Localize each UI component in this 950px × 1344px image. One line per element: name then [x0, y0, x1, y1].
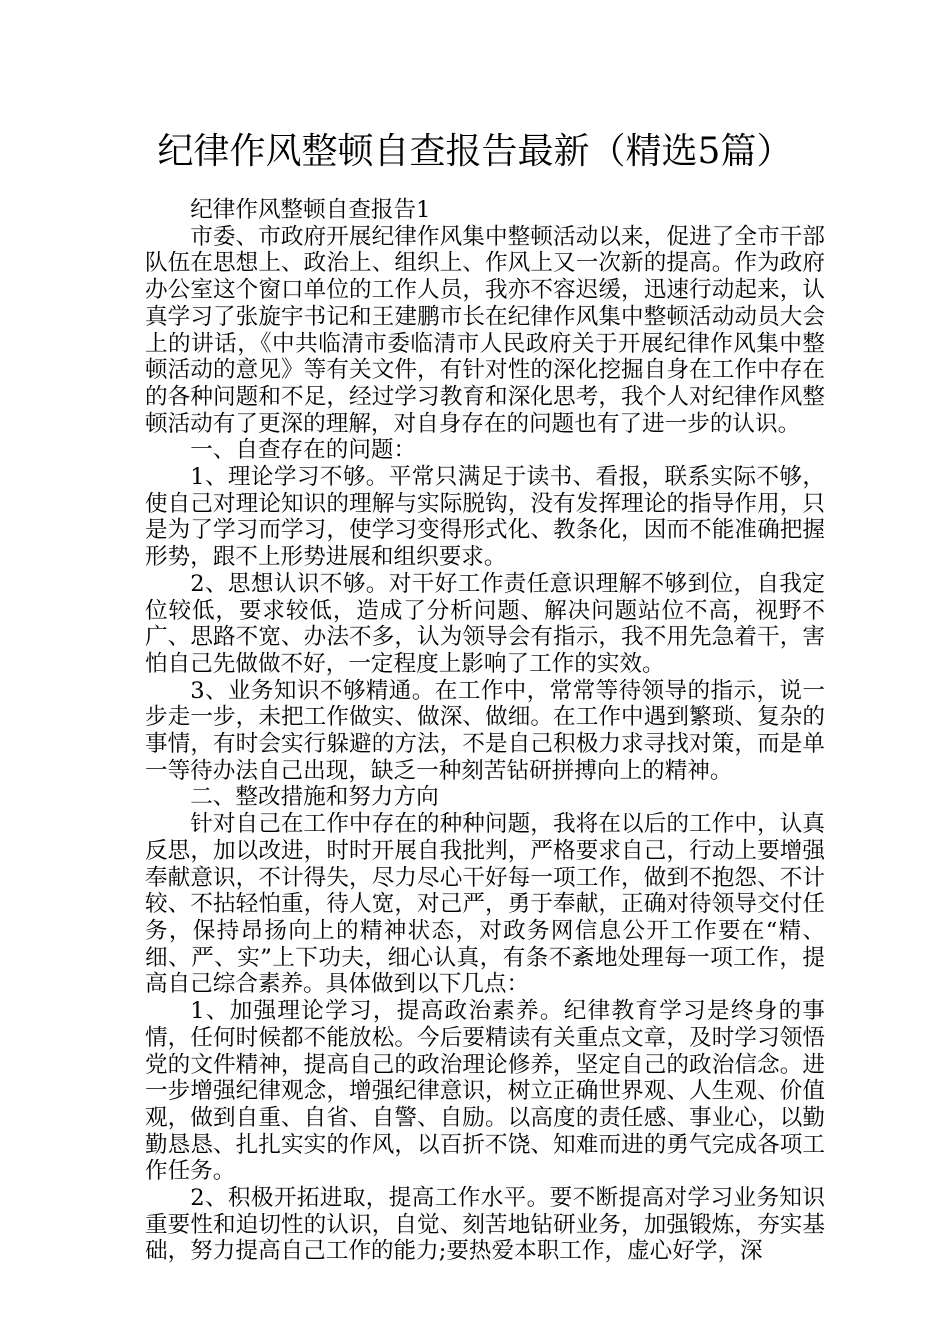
- document-body: [145, 197, 825, 1265]
- paragraph: 2、思想认识不够。对干好工作责任意识理解不够到位，自我定位较低，要求较低，造成了分析问题、解决问题站位不高，视野不广、思路不宽、办法不多，认为领导会有指示，我不用先急着干，害怕自己先做做不好，一定程度上影响了工作的实效。: [145, 570, 825, 677]
- paragraph: 1、理论学习不够。平常只满足于读书、看报，联系实际不够，使自己对理论知识的理解与实际脱钩，没有发挥理论的指导作用，只是为了学习而学习，使学习变得形式化、教条化，因而不能准确把握形势，跟不上形势进展和组织要求。: [145, 464, 825, 571]
- report-subtitle: 纪律作风整顿自查报告1: [190, 197, 431, 223]
- paragraph: 3、业务知识不够精通。在工作中，常常等待领导的指示，说一步走一步，未把工作做实、做深、做细。在工作中遇到繁琐、复杂的事情，有时会实行躲避的方法，不是自己积极力求寻找对策，而是单一等待办法自己出现，缺乏一种刻苦钻研拼搏向上的精神。: [145, 677, 825, 784]
- paragraph: 市委、市政府开展纪律作风集中整顿活动以来，促进了全市干部队伍在思想上、政治上、组织上、作风上又一次新的提高。作为政府办公室这个窗口单位的工作人员，我亦不容迟缓，迅速行动起来，认真学习了张旋宇书记和王建鹏市长在纪律作风集中整顿活动动员大会上的讲话，《中共临清市委临清市人民政府关于开展纪律作风集中整顿活动的意见》等有关文件，有针对性的深化挖掘自身在工作中存在的各种问题和不足，经过学习教育和深化思考，我个人对纪律作风整顿活动有了更深的理解，对自身存在的问题也有了进一步的认识。: [145, 223, 825, 437]
- paragraph: 1、加强理论学习，提高政治素养。纪律教育学习是终身的事情，任何时候都不能放松。今后要精读有关重点文章，及时学习领悟党的文件精神，提高自己的政治理论修养，坚定自己的政治信念。进一步增强纪律观念，增强纪律意识，树立正确世界观、人生观、价值观，做到自重、自省、自警、自励。以高度的责任感、事业心，以勤勤恳恳、扎扎实实的作风，以百折不饶、知难而进的勇气完成各项工作任务。: [145, 998, 825, 1185]
- section-heading: 二、整改措施和努力方向: [190, 784, 439, 811]
- document-title: 纪律作风整顿自查报告最新（精选5篇）: [157, 131, 793, 172]
- section-heading: 一、自查存在的问题：: [190, 437, 417, 464]
- paragraph: 2、积极开拓进取，提高工作水平。要不断提高对学习业务知识重要性和迫切性的认识，自觉、刻苦地钻研业务，加强锻炼，夯实基础，努力提高自己工作的能力;要热爱本职工作，虚心好学，深: [145, 1185, 825, 1265]
- paragraph: 针对自己在工作中存在的种种问题，我将在以后的工作中，认真反思，加以改进，时时开展自我批判，严格要求自己，行动上要增强奉献意识，不计得失，尽力尽心干好每一项工作，做到不抱怨、不计较、不拈轻怕重，待人宽，对己严，勇于奉献，正确对待领导交付任务，保持昂扬向上的精神状态，对政务网信息公开工作要在“精、细、严、实”上下功夫，细心认真，有条不紊地处理每一项工作，提高自己综合素养。具体做到以下几点：: [145, 811, 825, 998]
